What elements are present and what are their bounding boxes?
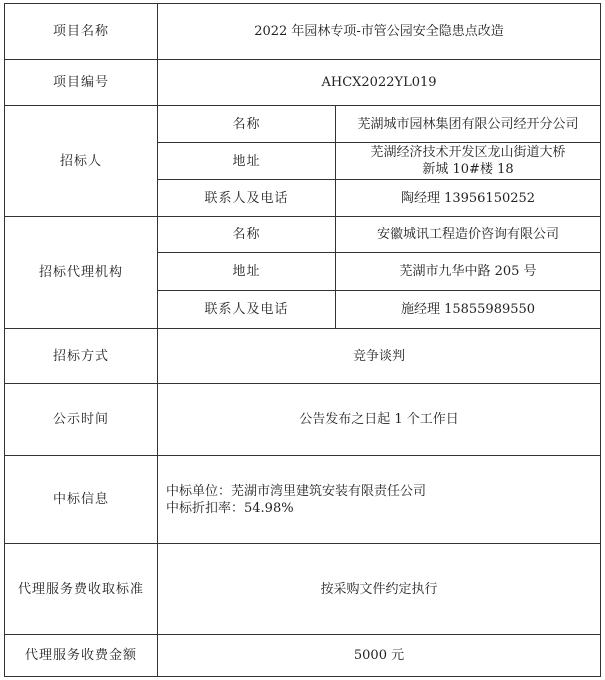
award-info-label: 中标信息 xyxy=(5,456,158,544)
agency-contact-value: 施经理 15855989550 xyxy=(336,291,601,329)
row-project-name xyxy=(5,4,601,60)
fee-amount-value: 5000 元 xyxy=(158,635,601,677)
row-method xyxy=(5,329,601,384)
notice-period-value: 公告发布之日起 1 个工作日 xyxy=(158,384,601,456)
tenderer-contact-value: 陶经理 13956150252 xyxy=(336,180,601,217)
award-info-value xyxy=(158,456,601,544)
fee-standard-label: 代理服务费收取标准 xyxy=(5,544,158,635)
project-name-value: 2022 年园林专项-市管公园安全隐患点改造 xyxy=(158,4,601,60)
agency-address-label: 地址 xyxy=(158,253,336,291)
tenderer-contact-label: 联系人及电话 xyxy=(158,180,336,217)
tenderer-address-line2: 新城 10#楼 18 xyxy=(422,162,514,177)
agency-label: 招标代理机构 xyxy=(5,217,158,329)
tenderer-name-value: 芜湖城市园林集团有限公司经开分公司 xyxy=(336,106,601,143)
tenderer-address-value xyxy=(336,143,601,180)
row-fee-amount xyxy=(5,635,601,677)
project-name-label: 项目名称 xyxy=(5,4,158,60)
project-code-value: AHCX2022YL019 xyxy=(158,60,601,106)
method-value: 竞争谈判 xyxy=(158,329,601,384)
tenderer-label: 招标人 xyxy=(5,106,158,217)
agency-address-value: 芜湖市九华中路 205 号 xyxy=(336,253,601,291)
notice-period-label: 公示时间 xyxy=(5,384,158,456)
tenderer-address-line1: 芜湖经济技术开发区龙山街道大桥 xyxy=(370,145,566,160)
agency-name-value: 安徽城讯工程造价咨询有限公司 xyxy=(336,217,601,253)
tenderer-address-label: 地址 xyxy=(158,143,336,180)
row-notice-period xyxy=(5,384,601,456)
row-award-info xyxy=(5,456,601,544)
row-project-code xyxy=(5,60,601,106)
winning-discount-rate: 中标折扣率：54.98% xyxy=(166,500,294,516)
agency-contact-label: 联系人及电话 xyxy=(158,291,336,329)
row-agency-name xyxy=(5,217,601,253)
row-fee-standard xyxy=(5,544,601,635)
row-tenderer-name xyxy=(5,106,601,143)
award-notice-table xyxy=(4,3,601,677)
fee-standard-value: 按采购文件约定执行 xyxy=(158,544,601,635)
project-code-label: 项目编号 xyxy=(5,60,158,106)
winning-bidder: 中标单位：芜湖市湾里建筑安装有限责任公司 xyxy=(166,483,427,499)
tenderer-name-label: 名称 xyxy=(158,106,336,143)
method-label: 招标方式 xyxy=(5,329,158,384)
fee-amount-label: 代理服务收费金额 xyxy=(5,635,158,677)
agency-name-label: 名称 xyxy=(158,217,336,253)
